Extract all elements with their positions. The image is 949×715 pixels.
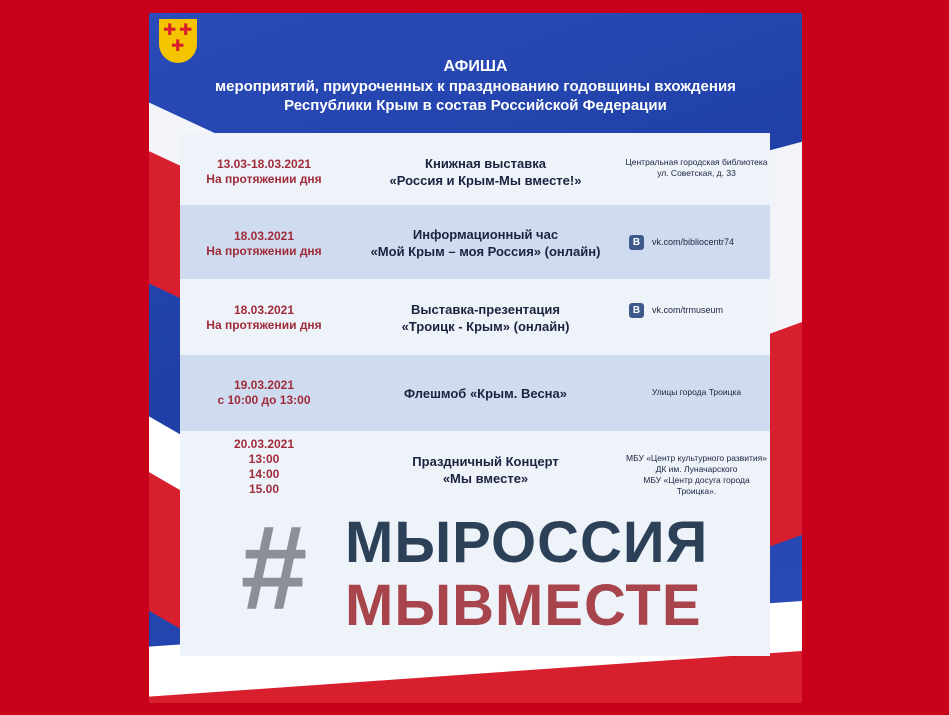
event-date-cell	[180, 437, 348, 497]
event-row	[180, 431, 770, 501]
event-place-cell	[623, 453, 770, 497]
event-title: Праздничный Концерт	[412, 454, 559, 469]
event-time: На протяжении дня	[206, 244, 322, 258]
poster-subtitle-line: мероприятий, приуроченных к празднованию годовщины вхождения	[215, 78, 736, 95]
event-place-cell	[623, 235, 776, 250]
event-time: 15.00	[248, 482, 280, 496]
event-title: Выставка-презентация	[411, 302, 560, 317]
event-title-cell	[348, 301, 623, 335]
event-place: ул. Советская, д. 33	[657, 168, 736, 178]
event-date-cell	[180, 157, 348, 187]
event-title: Флешмоб «Крым. Весна»	[404, 386, 567, 401]
event-place-cell	[623, 157, 770, 179]
event-title: Информационный час	[412, 227, 559, 242]
event-date-cell	[180, 378, 348, 408]
vk-link[interactable]: vk.com/bibliocentr74	[652, 237, 735, 247]
event-subtitle: «Россия и Крым-Мы вместе!»	[389, 173, 582, 188]
event-title-cell	[348, 226, 623, 260]
city-coat-of-arms-icon: ✚ ✚ ✚	[159, 19, 197, 63]
event-subtitle: «Мой Крым – моя Россия» (онлайн)	[370, 244, 601, 259]
event-row	[180, 133, 770, 205]
event-time: На протяжении дня	[206, 172, 322, 186]
poster-subtitle-line: Республики Крым в состав Российской Федерации	[284, 97, 667, 114]
event-time: 13:00	[248, 452, 280, 466]
hashtag-line-2: МЫВМЕСТЕ	[345, 573, 702, 638]
poster	[149, 13, 802, 703]
event-subtitle: «Мы вместе»	[442, 471, 529, 486]
event-place-cell	[623, 303, 776, 318]
event-date: 19.03.2021	[233, 378, 295, 392]
event-date-cell	[180, 303, 348, 333]
event-row	[180, 279, 770, 355]
event-place-cell	[623, 387, 770, 398]
event-subtitle: «Троицк - Крым» (онлайн)	[401, 319, 570, 334]
vk-link[interactable]: vk.com/trmuseum	[652, 305, 724, 315]
event-place: МБУ «Центр культурного развития»	[625, 453, 768, 463]
event-time: На протяжении дня	[206, 318, 322, 332]
event-place: Центральная городская библиотека	[625, 157, 768, 167]
vk-icon: В	[629, 303, 644, 318]
hashtag-symbol: #	[240, 501, 308, 635]
event-place: ДК им. Луначарского	[655, 464, 738, 474]
hashtag-line-1: МЫРОССИЯ	[345, 510, 709, 575]
event-title: Книжная выставка	[425, 156, 546, 171]
event-time: 14:00	[248, 467, 280, 481]
event-title-cell	[348, 155, 623, 189]
vk-icon: В	[629, 235, 644, 250]
event-date: 18.03.2021	[233, 303, 295, 317]
event-title-cell	[348, 453, 623, 487]
event-date-cell	[180, 229, 348, 259]
event-time: с 10:00 до 13:00	[217, 393, 311, 407]
event-place: Улицы города Троицка	[651, 387, 742, 397]
event-date: 13.03-18.03.2021	[216, 157, 312, 171]
poster-title: АФИША	[443, 58, 508, 75]
event-row	[180, 355, 770, 431]
event-row	[180, 205, 770, 279]
event-title-cell	[348, 385, 623, 402]
event-place: МБУ «Центр досуга города Троицка».	[643, 475, 750, 496]
event-date: 18.03.2021	[233, 229, 295, 243]
event-date: 20.03.2021	[233, 437, 295, 451]
poster-header	[149, 57, 802, 115]
